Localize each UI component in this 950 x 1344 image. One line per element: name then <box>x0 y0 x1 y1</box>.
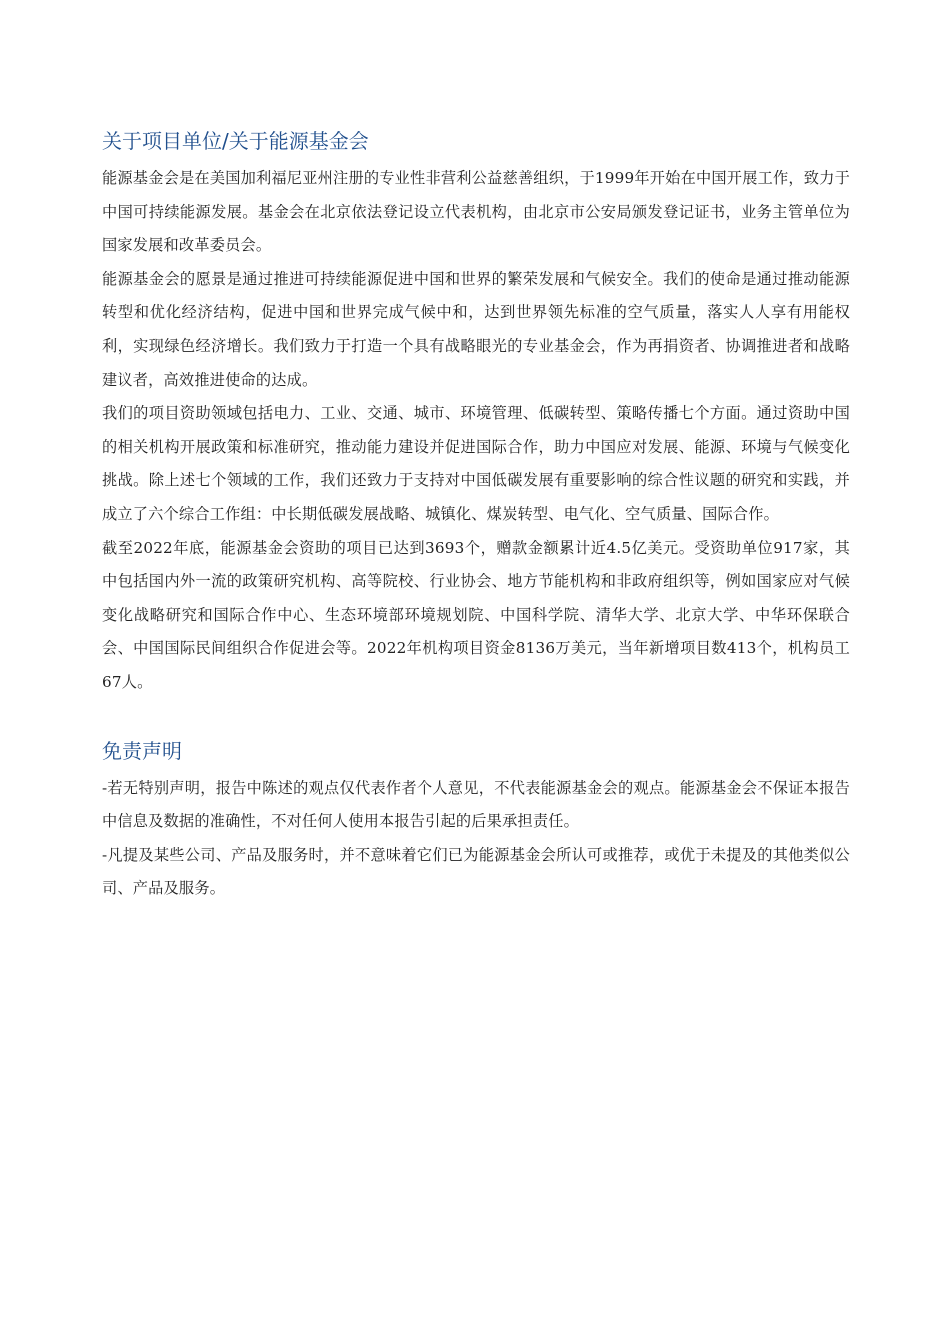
disclaimer-section-title: 免责声明 <box>102 738 182 763</box>
disclaimer-paragraph: -凡提及某些公司、产品及服务时，并不意味着它们已为能源基金会所认可或推荐，或优于未提及的其他类似公司、产品及服务。 <box>102 845 850 898</box>
about-paragraph: 能源基金会是在美国加利福尼亚州注册的专业性非营利公益慈善组织，于1999年开始在中国开展工作，致力于中国可持续能源发展。基金会在北京依法登记设立代表机构，由北京市公安局颁发登记证书，业务主管单位为国家发展和改革委员会。 <box>102 169 850 255</box>
document-content <box>102 126 850 906</box>
about-paragraph: 能源基金会的愿景是通过推进可持续能源促进中国和世界的繁荣发展和气候安全。我们的使命是通过推动能源转型和优化经济结构，促进中国和世界完成气候中和，达到世界领先标准的空气质量，落实人人享有用能权利，实现绿色经济增长。我们致力于打造一个具有战略眼光的专业基金会，作为再捐资者、协调推进者和战略建议者，高效推进使命的达成。 <box>102 269 850 389</box>
disclaimer-paragraph: -若无特别声明，报告中陈述的观点仅代表作者个人意见，不代表能源基金会的观点。能源基金会不保证本报告中信息及数据的准确性，不对任何人使用本报告引起的后果承担责任。 <box>102 778 850 831</box>
about-section-title: 关于项目单位/关于能源基金会 <box>102 129 369 153</box>
about-paragraph: 我们的项目资助领域包括电力、工业、交通、城市、环境管理、低碳转型、策略传播七个方面。通过资助中国的相关机构开展政策和标准研究，推动能力建设并促进国际合作，助力中国应对发展、能源、环境与气候变化挑战。除上述七个领域的工作，我们还致力于支持对中国低碳发展有重要影响的综合性议题的研究和实践，并成立了六个综合工作组：中长期低碳发展战略、城镇化、煤炭转型、电气化、空气质量、国际合作。 <box>102 404 850 523</box>
about-paragraph: 截至2022年底，能源基金会资助的项目已达到3693个，赠款金额累计近4.5亿美元。受资助单位917家，其中包括国内外一流的政策研究机构、高等院校、行业协会、地方节能机构和非政府组织等，例如国家应对气候变化战略研究和国际合作中心、生态环境部环境规划院、中国科学院、清华大学、北京大学、中华环保联合会、中国国际民间组织合作促进会等。2022年机构项目资金8136万美元，当年新增项目数413个，机构员工67人。 <box>102 538 850 691</box>
